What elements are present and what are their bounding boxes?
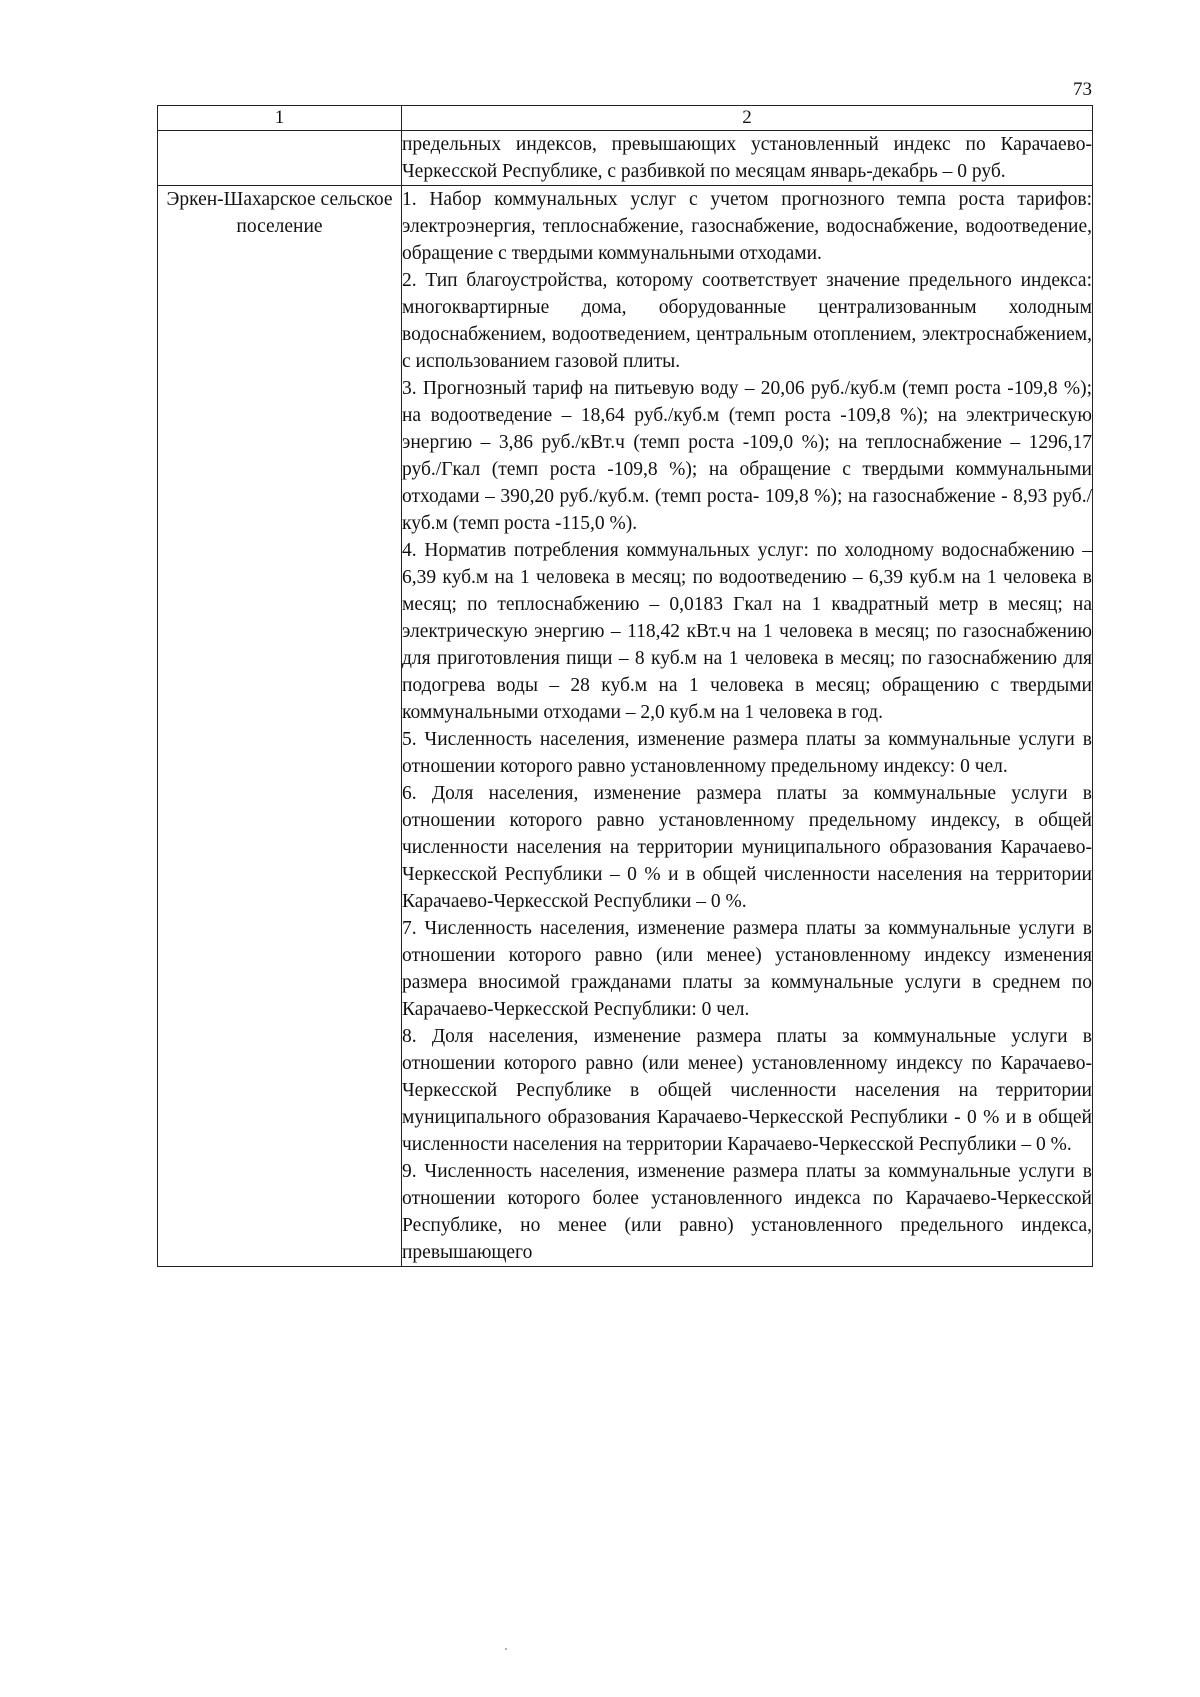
empty-cell (158, 131, 402, 186)
list-item: 5. Численность населения, изменение размера платы за коммунальные услуги в отношении которого равно установленному предельному индексу: 0 чел. (402, 729, 1092, 777)
list-item: 8. Доля населения, изменение размера платы за коммунальные услуги в отношении которого равно (или менее) установленному индексу по Карачаево-Черкесской Республике в общей численности населения на территории муниципального образования Карачаево-Черкесской Республики - 0 % и в общей численности населения на территории Карачаево-Черкесской Республики – 0 %. (402, 1026, 1092, 1155)
document-table (157, 105, 1093, 1267)
table-header-row (158, 106, 1093, 131)
list-item: 6. Доля населения, изменение размера платы за коммунальные услуги в отношении которого равно установленному предельному индексу, в общей численности населения на территории муниципального образования Карачаево-Черкесской Республики – 0 % и в общей численности населения на территории Карачаево-Черкесской Республики – 0 %. (402, 783, 1092, 912)
list-item: 4. Норматив потребления коммунальных услуг: по холодному водоснабжению – 6,39 куб.м на 1 человека в месяц; по водоотведению – 6,39 куб.м на 1 человека в месяц; по теплоснабжению – 0,0183 Гкал на 1 квадратный метр в месяц; на электрическую энергию – 118,42 кВт.ч на 1 человека в месяц; по газоснабжению для приготовления пищи – 8 куб.м на 1 человека в месяц; по газоснабжению для подогрева воды – 28 куб.м на 1 человека в месяц; обращению с твердыми коммунальными отходами – 2,0 куб.м на 1 человека в год. (402, 540, 1092, 723)
continued-paragraph: предельных индексов, превышающих установленный индекс по Карачаево-Черкесской Республике, с разбивкой по месяцам январь-декабрь – 0 руб. (402, 134, 1092, 182)
table-row-continued (158, 131, 1093, 186)
column-header-1: 1 (158, 106, 402, 131)
scan-artifact (505, 1648, 507, 1650)
settlement-details-cell (402, 186, 1093, 1267)
list-item: 7. Численность населения, изменение размера платы за коммунальные услуги в отношении которого равно (или менее) установленному индексу изменения размера вносимой гражданами платы за коммунальные услуги в среднем по Карачаево-Черкесской Республики: 0 чел. (402, 918, 1092, 1020)
table-row (158, 186, 1093, 1267)
list-item: 3. Прогнозный тариф на питьевую воду – 20,06 руб./куб.м (темп роста -109,8 %); на водоотведение – 18,64 руб./куб.м (темп роста -109,8 %); на электрическую энергию – 3,86 руб./кВт.ч (темп роста -109,0 %); на теплоснабжение – 1296,17 руб./Гкал (темп роста -109,8 %); на обращение с твердыми коммунальными отходами – 390,20 руб./куб.м. (темп роста- 109,8 %); на газоснабжение - 8,93 руб./куб.м (темп роста -115,0 %). (402, 378, 1092, 534)
page-number: 73 (1073, 79, 1092, 100)
list-item: 1. Набор коммунальных услуг с учетом прогнозного темпа роста тарифов: электроэнергия, теплоснабжение, газоснабжение, водоснабжение, водоотведение, обращение с твердыми коммунальными отходами. (402, 189, 1092, 264)
continued-text-cell (402, 131, 1093, 186)
list-item: 9. Численность населения, изменение размера платы за коммунальные услуги в отношении которого более установленного индекса по Карачаево-Черкесской Республике, но менее (или равно) установленного предельного индекса, превышающего (402, 1161, 1092, 1263)
settlement-name: Эркен-Шахарское сельское поселение (158, 186, 402, 1267)
list-item: 2. Тип благоустройства, которому соответствует значение предельного индекса: многоквартирные дома, оборудованные централизованным холодным водоснабжением, водоотведением, центральным отоплением, электроснабжением, с использованием газовой плиты. (402, 270, 1092, 372)
column-header-2: 2 (402, 106, 1093, 131)
